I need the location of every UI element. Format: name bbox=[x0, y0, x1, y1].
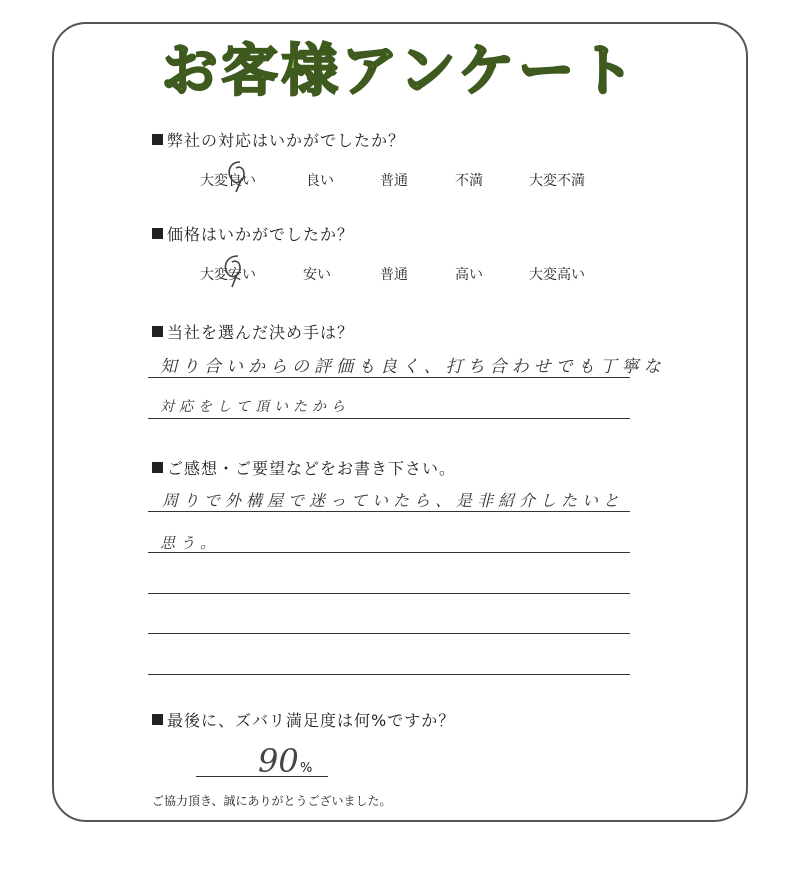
square-bullet-icon bbox=[152, 228, 163, 239]
q2-option-5[interactable]: 大変高い bbox=[529, 267, 585, 283]
thank-you-note: ご協力頂き、誠にありがとうございました。 bbox=[152, 794, 392, 808]
question-1-label: 弊社の対応はいかがでしたか？ bbox=[167, 131, 406, 150]
question-5 bbox=[152, 708, 455, 731]
q2-option-2[interactable]: 安い bbox=[303, 267, 331, 283]
q2-option-1[interactable]: 大変安い bbox=[200, 267, 256, 283]
q1-option-2[interactable]: 良い bbox=[306, 173, 334, 189]
q3-answer-line-2: 対応をして頂いたから bbox=[160, 399, 350, 415]
q1-option-4[interactable]: 不満 bbox=[455, 173, 483, 189]
q2-option-4[interactable]: 高い bbox=[455, 267, 483, 283]
q1-option-1[interactable]: 大変良い bbox=[200, 173, 256, 189]
satisfaction-line bbox=[196, 776, 328, 777]
answer-line bbox=[148, 674, 630, 675]
answer-line bbox=[148, 377, 630, 378]
survey-title bbox=[0, 32, 800, 112]
q1-option-3[interactable]: 普通 bbox=[380, 173, 408, 189]
question-3 bbox=[152, 320, 354, 343]
question-3-label: 当社を選んだ決め手は？ bbox=[167, 323, 355, 342]
answer-line bbox=[148, 418, 630, 419]
circle-mark-icon bbox=[218, 252, 248, 290]
answer-line bbox=[148, 552, 630, 553]
question-4 bbox=[152, 456, 456, 479]
question-2-label: 価格はいかがでしたか？ bbox=[167, 225, 355, 244]
satisfaction-value: 90 bbox=[258, 742, 299, 780]
q3-answer-line-1: 知り合いからの評価も良く、打ち合わせでも丁寧な bbox=[160, 357, 666, 377]
q1-option-5[interactable]: 大変不満 bbox=[529, 173, 585, 189]
square-bullet-icon bbox=[152, 462, 163, 473]
question-4-label: ご感想・ご要望などをお書き下さい。 bbox=[167, 459, 457, 478]
question-2 bbox=[152, 222, 354, 245]
satisfaction-unit: % bbox=[300, 761, 313, 776]
q4-answer-line-2: 思う。 bbox=[160, 534, 221, 552]
q2-option-3[interactable]: 普通 bbox=[380, 267, 408, 283]
question-1 bbox=[152, 128, 405, 151]
survey-title-text: お客様アンケート bbox=[161, 39, 639, 104]
answer-line bbox=[148, 511, 630, 512]
question-5-label: 最後に、ズバリ満足度は何%ですか？ bbox=[167, 711, 456, 730]
square-bullet-icon bbox=[152, 134, 163, 145]
circle-mark-icon bbox=[222, 158, 252, 194]
answer-line bbox=[148, 633, 630, 634]
q4-answer-line-1: 周りで外構屋で迷っていたら、是非紹介したいと bbox=[162, 491, 625, 510]
answer-line bbox=[148, 593, 630, 594]
square-bullet-icon bbox=[152, 714, 163, 725]
square-bullet-icon bbox=[152, 326, 163, 337]
